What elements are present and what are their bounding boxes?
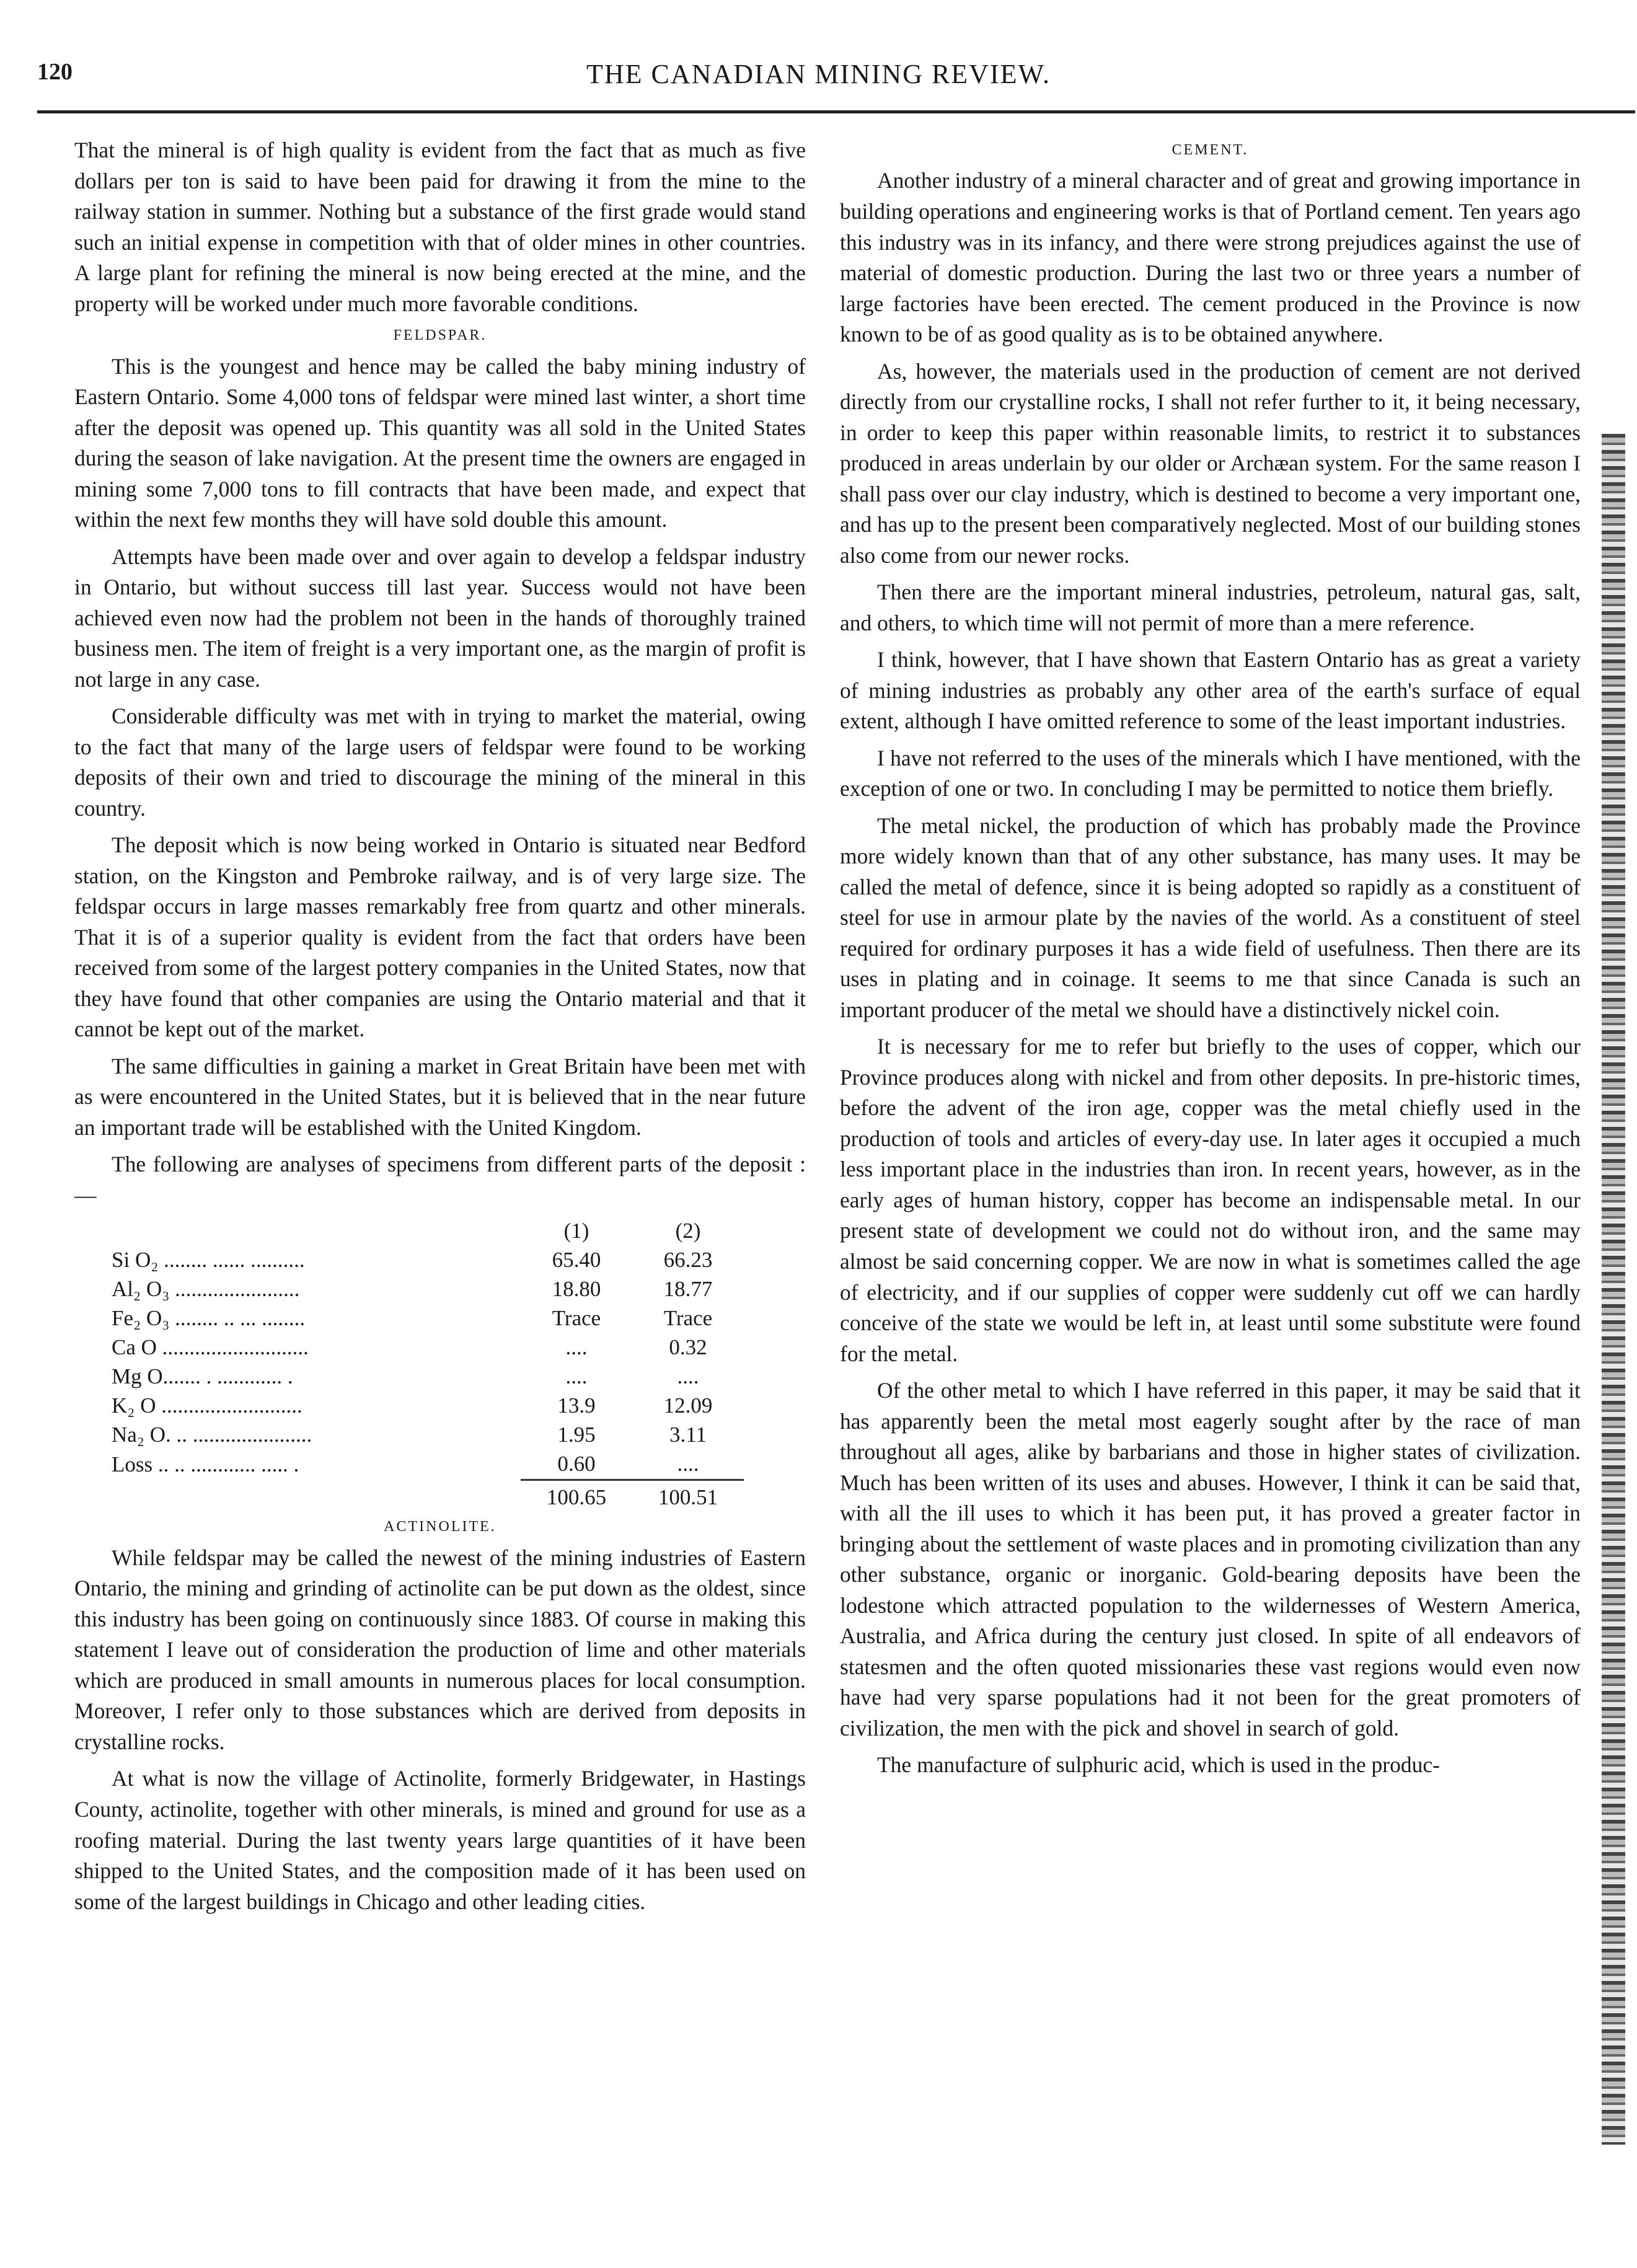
value-cell: Trace — [663, 1306, 713, 1331]
formula-cell: Fe₂ O₃ ........ .. ... ........ — [112, 1306, 306, 1331]
value-cell: 3.11 — [669, 1422, 707, 1447]
right-column — [840, 135, 1581, 1787]
value-cell: .... — [565, 1364, 588, 1388]
value-cell: Trace — [552, 1306, 601, 1331]
paragraph: Of the other metal to which I have referred in this paper, it may be said that it has apparently been the metal most eagerly sought after by the race of man throughout all ages, alike by barbarians and those in higher states of civilization. Much has been written of its uses and abuses. However, I think it can be said that, with all the ill uses to which it has been put, it has proved a greater factor in bringing about the settlement of waste places and in promoting civilization than any other substance, organic or inorganic. Gold-bearing deposits have been the lodestone which attracted population to the wildernesses of Western America, Australia, and Africa during the century just closed. In spite of all endeavors of statesmen and the often quoted missionaries these vast regions would even now have had very sparse populations had it not been for the great promoters of civilization, the men with the pick and shovel in search of gold. — [840, 1378, 1581, 1741]
formula-cell: K₂ O .......................... — [112, 1393, 302, 1418]
table-row — [112, 1362, 744, 1392]
value-cell: .... — [677, 1364, 699, 1388]
table-row — [112, 1304, 744, 1333]
column-header: (2) — [675, 1219, 701, 1243]
table-row — [112, 1275, 744, 1304]
table-row — [112, 1450, 744, 1480]
paragraph: The following are analyses of specimens from different parts of the deposit :— — [74, 1152, 806, 1207]
formula-cell: Ca O ........................... — [112, 1335, 309, 1360]
formula-cell: Al₂ O₃ ....................... — [112, 1277, 300, 1302]
left-column — [74, 135, 806, 1923]
section-heading-feldspar: FELDSPAR. — [393, 327, 487, 344]
value-cell: 66.23 — [663, 1248, 713, 1273]
paragraph: Attempts have been made over and over again to develop a feldspar industry in Ontario, but without success till last year. Success would not have been achieved even now had the problem not been in the hands of thoroughly trained business men. The item of freight is a very important one, as the margin of profit is not large in any case. — [74, 544, 806, 692]
value-cell: 0.60 — [557, 1451, 596, 1476]
formula-cell: Na₂ O. .. ...................... — [112, 1422, 312, 1447]
paragraph: The metal nickel, the production of which has probably made the Province more widely known than that of any other substance, has many uses. It may be called the metal of defence, since it is being adopted so rapidly as a constituent of steel for use in armour plate by the navies of the world. As a constituent of steel required for ordinary purposes it has a wide field of usefulness. Then there are its uses in plating and in coinage. It seems to me that since Canada is such an important producer of the metal we should have a distinctively nickel coin. — [840, 813, 1581, 1022]
paragraph: This is the youngest and hence may be called the baby mining industry of Eastern Ontario. Some 4,000 tons of feldspar were mined last winter, a short time after the deposit was opened up. This quantity was all sold in the United States during the season of lake navigation. At the present time the owners are engaged in mining some 7,000 tons to fill contracts that have been made, and expect that within the next few months they will have sold double this amount. — [74, 353, 806, 532]
total-cell: 100.65 — [521, 1480, 632, 1512]
paragraph: I have not referred to the uses of the minerals which I have mentioned, with the exception of one or two. In concluding I may be permitted to notice them briefly. — [840, 745, 1581, 801]
paragraph: The deposit which is now being worked in Ontario is situated near Bedford station, on the Kingston and Pembroke railway, and is of very large size. The feldspar occurs in large masses remarkably free from quartz and other minerals. That it is of a superior quality is evident from the fact that orders have been received from some of the largest pottery companies in the United States, now that they have found that other companies are using the Ontario material and that it cannot be kept out of the market. — [74, 832, 806, 1042]
section-heading-cement: CEMENT. — [1171, 142, 1249, 158]
paragraph: It is necessary for me to refer but briefly to the uses of copper, which our Province produces along with nickel and from other deposits. In pre-historic times, before the advent of the iron age, copper was the metal chiefly used in the production of tools and articles of every-day use. In later ages it occupied a much less important place in the industries than iron. In recent years, however, as in the early ages of human history, copper has become an indispensable metal. In our present state of development we could not do without iron, and the same may almost be said concerning copper. We are now in what is sometimes called the age of electricity, and if our supplies of copper were suddenly cut off we can hardly conceive of the state we would be left in, at least until some substitute were found for the metal. — [840, 1034, 1581, 1366]
table-row — [112, 1246, 744, 1275]
value-cell: 1.95 — [557, 1422, 596, 1447]
formula-cell: Si O₂ ........ ...... .......... — [112, 1248, 305, 1273]
value-cell: 18.80 — [552, 1277, 601, 1302]
total-cell: 100.51 — [632, 1480, 744, 1512]
paragraph: That the mineral is of high quality is evident from the fact that as much as five dollars per ton is said to have been paid for drawing it from the mine to the railway station in summer. Nothing but a substance of the first grade would stand such an initial expense in competition with that of older mines in other countries. A large plant for refining the mineral is now being erected at the mine, and the property will be worked under much more favorable conditions. — [74, 138, 806, 316]
paragraph: Considerable difficulty was met with in trying to market the material, owing to the fact that many of the large users of feldspar were found to be working deposits of their own and tried to discourage the mining of the mineral in this country. — [74, 704, 806, 821]
paragraph: While feldspar may be called the newest of the mining industries of Eastern Ontario, the mining and grinding of actinolite can be put down as the oldest, since this industry has been going on continuously since 1883. Of course in making this statement I leave out of consideration the production of lime and other materials which are produced in small amounts in numerous places for local consumption. Moreover, I refer only to those substances which are derived from deposits in crystalline rocks. — [74, 1545, 806, 1754]
formula-cell: Loss .. .. ............ ..... . — [112, 1452, 299, 1477]
paragraph: The same difficulties in gaining a market in Great Britain have been met with as were encountered in the United States, but it is believed that in the near future an important trade will be established with the United Kingdom. — [74, 1053, 806, 1140]
paragraph: Then there are the important mineral industries, petroleum, natural gas, salt, and others, to which time will not permit of more than a mere reference. — [840, 580, 1581, 635]
running-head: THE CANADIAN MINING REVIEW. — [586, 59, 1051, 89]
value-cell: 18.77 — [663, 1277, 713, 1302]
page-number: 120 — [37, 59, 73, 85]
table-row — [112, 1392, 744, 1421]
value-cell: 65.40 — [552, 1248, 601, 1273]
table-header-row — [112, 1217, 744, 1246]
paragraph: At what is now the village of Actinolite, formerly Bridgewater, in Hastings County, actinolite, together with other minerals, is mined and ground for use as a roofing material. During the last twenty years large quantities of it have been shipped to the United States, and the composition made of it has been used on some of the largest buildings in Chicago and other leading cities. — [74, 1766, 806, 1914]
value-cell: 12.09 — [663, 1393, 713, 1418]
section-heading-actinolite: ACTINOLITE. — [384, 1519, 496, 1535]
table-total-row — [112, 1480, 744, 1512]
column-header: (1) — [563, 1219, 589, 1243]
paragraph: Another industry of a mineral character and of great and growing importance in building operations and engineering works is that of Portland cement. Ten years ago this industry was in its infancy, and there were strong prejudices against the use of material of domestic production. During the last two or three years a number of large factories have been erected. The cement produced in the Province is now known to be of as good quality as is to be obtained anywhere. — [840, 168, 1581, 347]
value-cell: 13.9 — [557, 1393, 596, 1418]
table-row — [112, 1421, 744, 1450]
feldspar-analysis-table — [112, 1217, 744, 1512]
scan-edge-strip — [1602, 434, 1625, 2145]
paragraph: The manufacture of sulphuric acid, which is used in the produc- — [877, 1752, 1440, 1778]
formula-cell: Mg O....... . ............ . — [112, 1364, 293, 1388]
paragraph: I think, however, that I have shown that Eastern Ontario has as great a variety of mining industries as probably any other area of the earth's surface of equal extent, although I have omitted reference to some of the least important industries. — [840, 647, 1581, 734]
value-cell: 0.32 — [669, 1335, 707, 1360]
paragraph: As, however, the materials used in the production of cement are not derived directly from our crystalline rocks, I shall not refer further to it, it being necessary, in order to keep this paper within reasonable limits, to restrict it to substances produced in areas underlain by our older or Archæan system. For the same reason I shall pass over our clay industry, which is destined to become a very important one, and has up to the present been comparatively neglected. Most of our building stones also come from our newer rocks. — [840, 358, 1581, 568]
value-cell: .... — [565, 1335, 588, 1360]
value-cell: .... — [677, 1451, 699, 1476]
header-rule — [37, 110, 1635, 113]
table-row — [112, 1333, 744, 1362]
